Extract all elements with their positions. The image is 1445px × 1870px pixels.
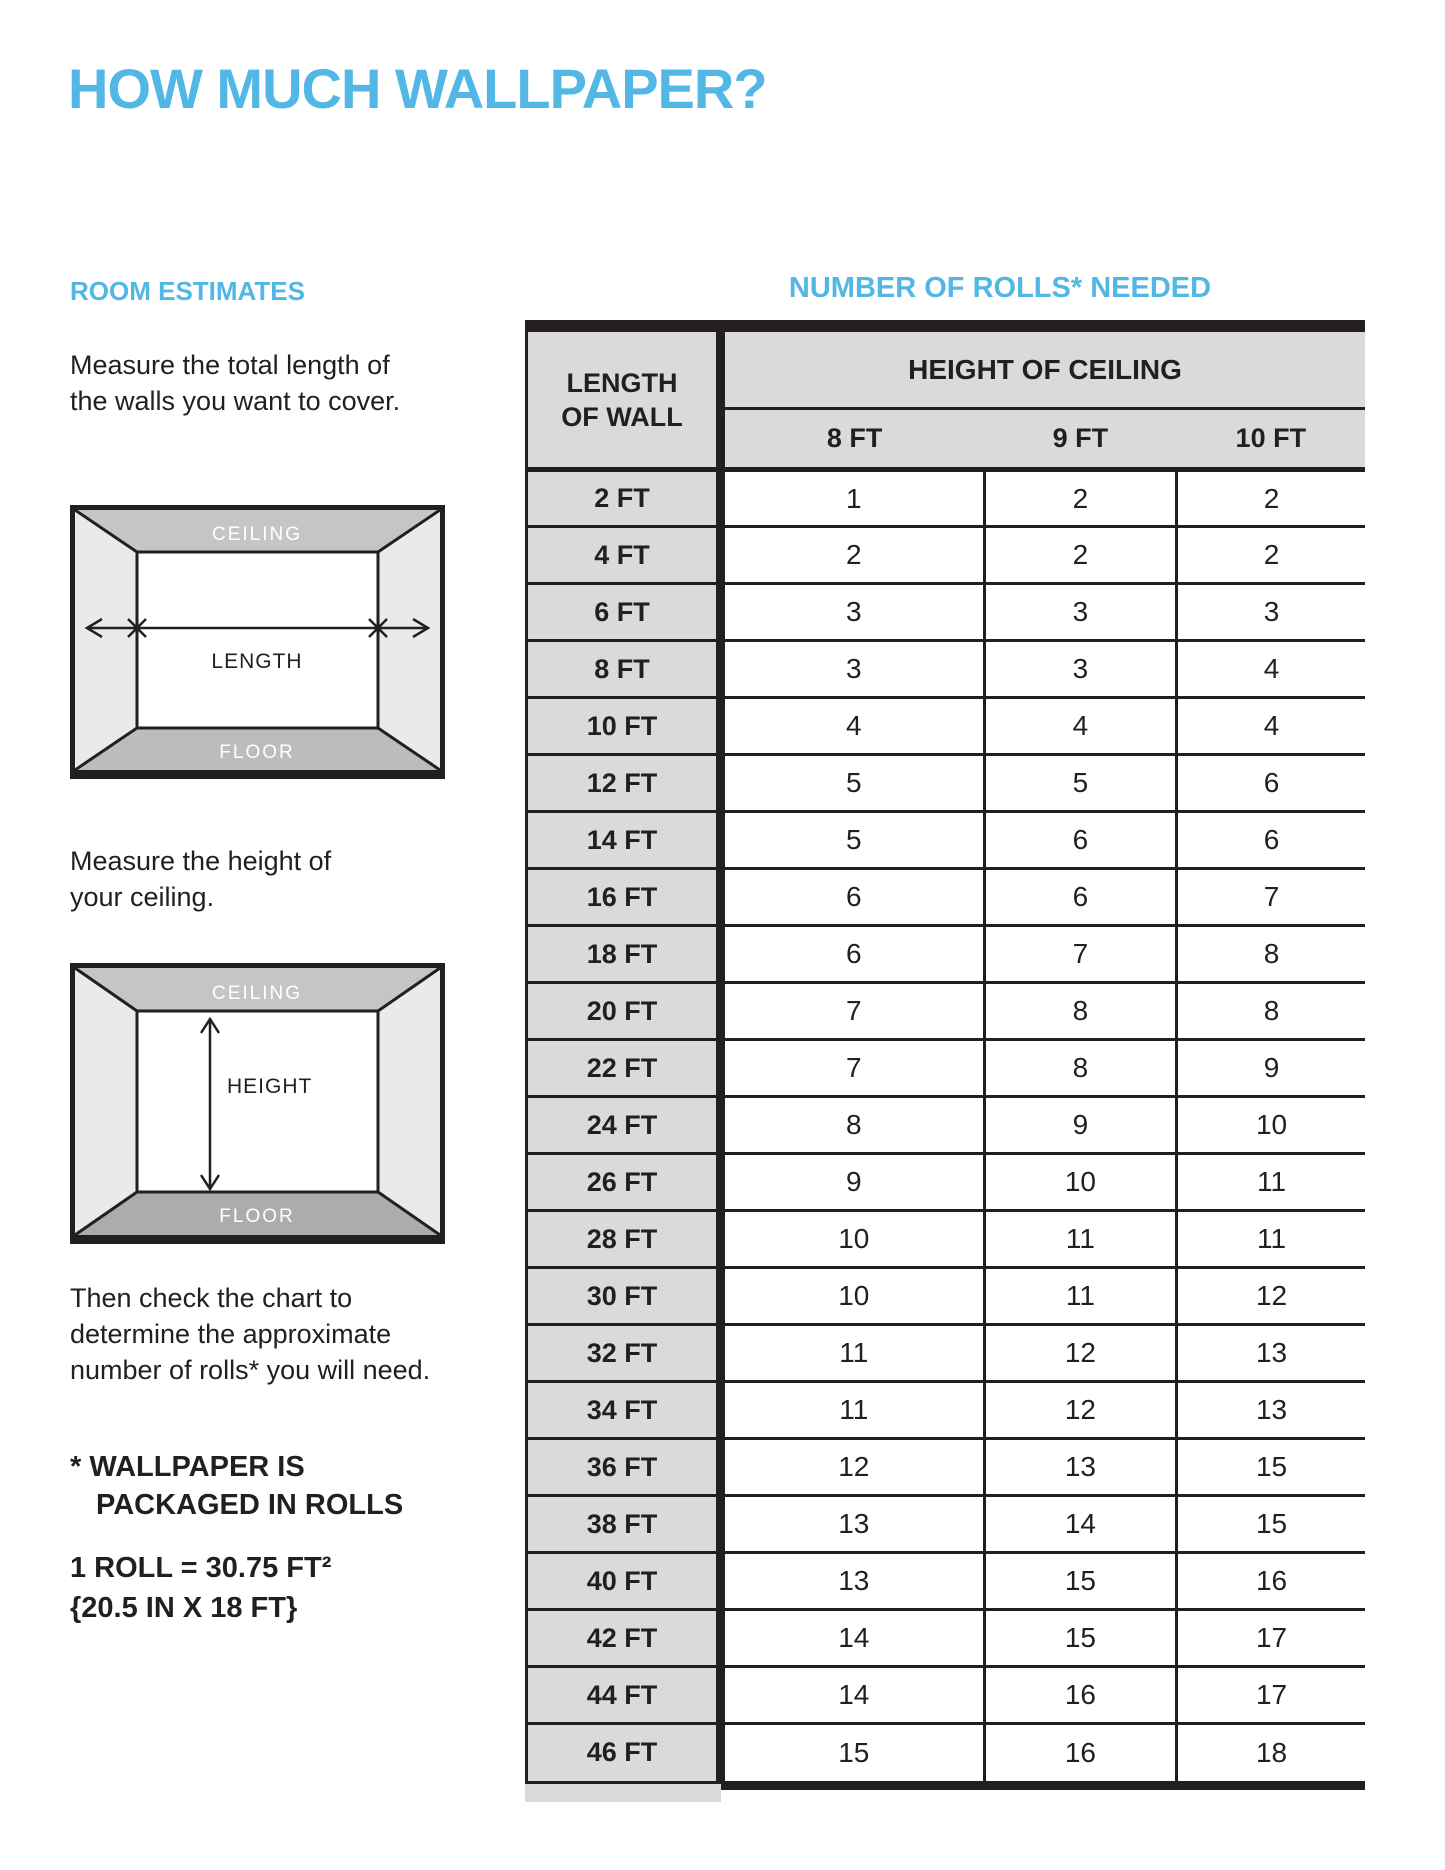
rolls-count-cell: 10 (984, 1154, 1177, 1211)
instruction-line: Measure the height of (70, 846, 332, 876)
rolls-count-cell: 4 (1177, 698, 1365, 755)
rolls-count-cell: 14 (721, 1667, 985, 1724)
rolls-count-cell: 9 (721, 1154, 985, 1211)
table-row (528, 812, 1365, 869)
instruction-line: Then check the chart to (70, 1283, 353, 1313)
rolls-count-cell: 10 (721, 1268, 985, 1325)
rolls-count-cell: 3 (984, 641, 1177, 698)
height-label: HEIGHT (227, 1075, 313, 1098)
rolls-count-cell: 7 (1177, 869, 1365, 926)
table-row (528, 698, 1365, 755)
wall-length-cell: 34 FT (528, 1382, 721, 1439)
rolls-count-cell: 3 (721, 641, 985, 698)
rolls-count-cell: 17 (1177, 1610, 1365, 1667)
rolls-count-cell: 5 (984, 755, 1177, 812)
rolls-needed-heading: NUMBER OF ROLLS* NEEDED (788, 272, 1212, 304)
table-row (528, 1325, 1365, 1382)
rolls-count-cell: 6 (1177, 755, 1365, 812)
wall-length-cell: 28 FT (528, 1211, 721, 1268)
instruction-line: the walls you want to cover. (70, 386, 401, 416)
rolls-count-cell: 2 (984, 470, 1177, 527)
wall-length-cell: 36 FT (528, 1439, 721, 1496)
wall-length-cell: 16 FT (528, 869, 721, 926)
rolls-count-cell: 6 (984, 869, 1177, 926)
wall-length-cell: 22 FT (528, 1040, 721, 1097)
roll-size-note (70, 1548, 331, 1628)
wall-length-cell: 42 FT (528, 1610, 721, 1667)
rolls-count-cell: 13 (721, 1553, 985, 1610)
rolls-count-cell: 16 (984, 1667, 1177, 1724)
wall-length-cell: 40 FT (528, 1553, 721, 1610)
rolls-table-body (528, 470, 1365, 1781)
rolls-count-cell: 10 (721, 1211, 985, 1268)
wall-length-cell: 10 FT (528, 698, 721, 755)
rolls-count-cell: 5 (721, 812, 985, 869)
length-label: LENGTH (211, 650, 303, 673)
rolls-count-cell: 11 (721, 1382, 985, 1439)
rolls-count-cell: 15 (984, 1553, 1177, 1610)
ceiling-10ft-column-header: 10 FT (1177, 409, 1365, 470)
table-row (528, 1382, 1365, 1439)
table-row (528, 926, 1365, 983)
wall-length-cell: 20 FT (528, 983, 721, 1040)
table-row (528, 1439, 1365, 1496)
rolls-count-cell: 17 (1177, 1667, 1365, 1724)
rolls-count-cell: 13 (1177, 1382, 1365, 1439)
rolls-count-cell: 8 (1177, 926, 1365, 983)
wall-length-cell: 6 FT (528, 584, 721, 641)
rolls-count-cell: 8 (1177, 983, 1365, 1040)
rolls-table-container (525, 320, 1365, 1790)
table-row (528, 584, 1365, 641)
table-row (528, 1097, 1365, 1154)
rolls-count-cell: 6 (721, 926, 985, 983)
room-perspective-svg (75, 510, 440, 770)
table-row (528, 869, 1365, 926)
wall-length-cell: 44 FT (528, 1667, 721, 1724)
right-wall-plane (378, 968, 440, 1235)
left-wall-plane (75, 968, 137, 1235)
table-row (528, 1268, 1365, 1325)
floor-label: FLOOR (219, 742, 295, 763)
rolls-count-cell: 14 (721, 1610, 985, 1667)
rolls-count-cell: 11 (984, 1211, 1177, 1268)
rolls-count-cell: 15 (984, 1610, 1177, 1667)
footnote-line: * WALLPAPER IS (70, 1451, 305, 1483)
rolls-count-cell: 14 (984, 1496, 1177, 1553)
rolls-count-cell: 13 (984, 1439, 1177, 1496)
table-row (528, 1211, 1365, 1268)
rolls-count-cell: 3 (721, 584, 985, 641)
instruction-line: your ceiling. (70, 882, 215, 912)
wall-length-cell: 2 FT (528, 470, 721, 527)
length-of-wall-header (528, 332, 721, 470)
ceiling-9ft-column-header: 9 FT (984, 409, 1177, 470)
rolls-count-cell: 11 (1177, 1211, 1365, 1268)
rolls-count-cell: 4 (721, 698, 985, 755)
wall-length-cell: 26 FT (528, 1154, 721, 1211)
rolls-count-cell: 8 (984, 983, 1177, 1040)
rolls-count-cell: 13 (721, 1496, 985, 1553)
header-line: OF WALL (561, 401, 683, 432)
rolls-count-cell: 6 (721, 869, 985, 926)
rolls-count-cell: 12 (984, 1382, 1177, 1439)
table-row (528, 1553, 1365, 1610)
rolls-count-cell: 11 (721, 1325, 985, 1382)
wall-length-cell: 30 FT (528, 1268, 721, 1325)
page-title: HOW MUCH WALLPAPER? (68, 57, 767, 120)
footnote-line: PACKAGED IN ROLLS (96, 1489, 404, 1521)
wall-length-cell: 38 FT (528, 1496, 721, 1553)
height-of-ceiling-header: HEIGHT OF CEILING (721, 332, 1366, 409)
rolls-count-cell: 2 (984, 527, 1177, 584)
rolls-count-cell: 1 (721, 470, 985, 527)
wall-length-cell: 32 FT (528, 1325, 721, 1382)
rolls-count-cell: 8 (984, 1040, 1177, 1097)
rolls-count-cell: 9 (984, 1097, 1177, 1154)
table-row (528, 1040, 1365, 1097)
rolls-count-cell: 4 (984, 698, 1177, 755)
rolls-count-cell: 5 (721, 755, 985, 812)
rolls-count-cell: 4 (1177, 641, 1365, 698)
rolls-count-cell: 7 (984, 926, 1177, 983)
instruction-line: determine the approximate (70, 1319, 392, 1349)
rolls-count-cell: 6 (1177, 812, 1365, 869)
table-row (528, 1610, 1365, 1667)
rolls-count-cell: 12 (1177, 1268, 1365, 1325)
wall-length-cell: 8 FT (528, 641, 721, 698)
room-length-diagram (70, 505, 445, 779)
rolls-count-cell: 16 (1177, 1553, 1365, 1610)
rolls-count-cell: 2 (1177, 527, 1365, 584)
measure-height-instruction (70, 843, 331, 915)
room-estimates-heading: ROOM ESTIMATES (70, 276, 305, 306)
back-wall (137, 1011, 378, 1192)
rolls-table (528, 332, 1365, 1781)
rolls-count-cell: 2 (1177, 470, 1365, 527)
table-header-row (528, 332, 1365, 409)
rolls-count-cell: 11 (984, 1268, 1177, 1325)
rolls-count-cell: 11 (1177, 1154, 1365, 1211)
room-perspective-svg (75, 968, 440, 1235)
room-height-diagram (70, 963, 445, 1244)
rolls-count-cell: 16 (984, 1724, 1177, 1781)
wall-length-cell: 12 FT (528, 755, 721, 812)
table-row (528, 1667, 1365, 1724)
rolls-count-cell: 15 (1177, 1439, 1365, 1496)
roll-size-line: {20.5 IN X 18 FT} (70, 1592, 298, 1624)
rolls-count-cell: 15 (721, 1724, 985, 1781)
rolls-count-cell: 13 (1177, 1325, 1365, 1382)
header-line: LENGTH (566, 367, 678, 398)
rolls-count-cell: 3 (1177, 584, 1365, 641)
ceiling-label: CEILING (211, 524, 303, 545)
table-bottom-tail (525, 1784, 721, 1802)
wall-length-cell: 18 FT (528, 926, 721, 983)
rolls-count-cell: 3 (984, 584, 1177, 641)
floor-label: FLOOR (219, 1206, 295, 1227)
instruction-line: Measure the total length of (70, 350, 390, 380)
rolls-count-cell: 8 (721, 1097, 985, 1154)
table-row (528, 470, 1365, 527)
ceiling-8ft-column-header: 8 FT (721, 409, 985, 470)
check-chart-instruction (70, 1280, 430, 1388)
rolls-count-cell: 7 (721, 983, 985, 1040)
rolls-count-cell: 6 (984, 812, 1177, 869)
rolls-count-cell: 15 (1177, 1496, 1365, 1553)
back-wall (137, 552, 378, 728)
ceiling-label: CEILING (211, 983, 303, 1004)
wall-length-cell: 46 FT (528, 1724, 721, 1781)
rolls-count-cell: 10 (1177, 1097, 1365, 1154)
table-row (528, 755, 1365, 812)
table-row (528, 1496, 1365, 1553)
rolls-count-cell: 7 (721, 1040, 985, 1097)
measure-length-instruction (70, 347, 400, 419)
rolls-count-cell: 12 (721, 1439, 985, 1496)
table-row (528, 1154, 1365, 1211)
left-wall-plane (75, 510, 137, 770)
roll-size-line: 1 ROLL = 30.75 FT² (70, 1552, 332, 1584)
right-wall-plane (378, 510, 440, 770)
wall-length-cell: 14 FT (528, 812, 721, 869)
wall-length-cell: 24 FT (528, 1097, 721, 1154)
table-row (528, 641, 1365, 698)
instruction-line: number of rolls* you will need. (70, 1355, 431, 1385)
rolls-count-cell: 12 (984, 1325, 1177, 1382)
rolls-count-cell: 18 (1177, 1724, 1365, 1781)
rolls-count-cell: 2 (721, 527, 985, 584)
rolls-count-cell: 9 (1177, 1040, 1365, 1097)
wall-length-cell: 4 FT (528, 527, 721, 584)
table-row (528, 983, 1365, 1040)
rolls-packaging-footnote (70, 1448, 403, 1524)
table-row (528, 527, 1365, 584)
table-row (528, 1724, 1365, 1781)
